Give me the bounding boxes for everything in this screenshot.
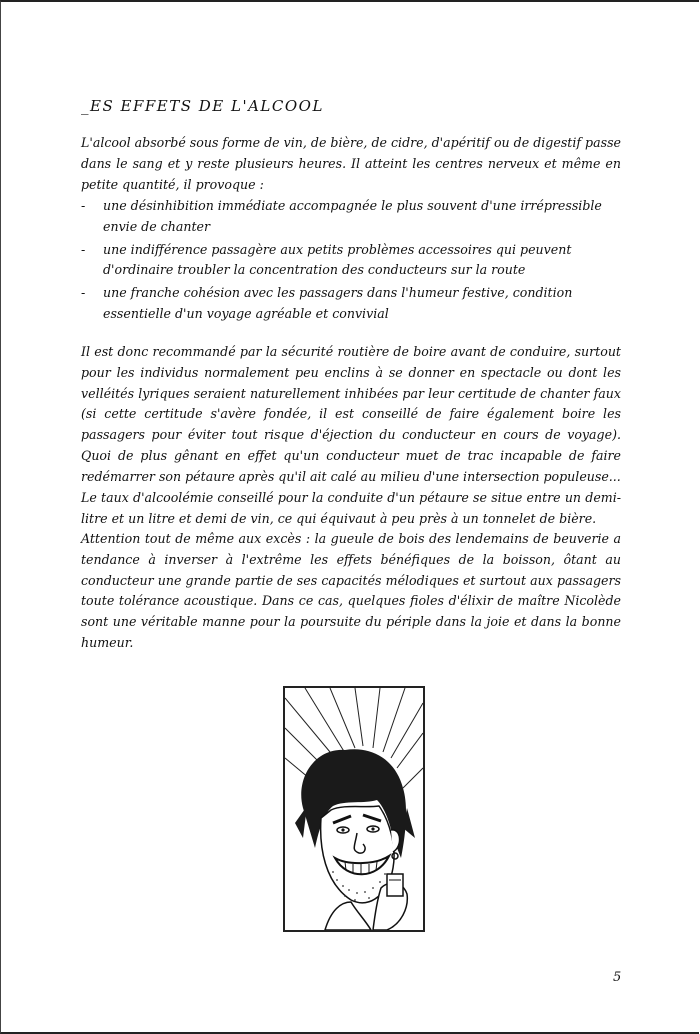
effect-text: une franche cohésion avec les passagers dans l'humeur festive, condition essentielle d'un voyage agréable et convivial (103, 285, 573, 321)
list-item (81, 196, 621, 238)
bullet-dash: - (81, 198, 86, 213)
intro-paragraph: L'alcool absorbé sous forme de vin, de bière, de cidre, d'apéritif ou de digestif passe dans le sang et y reste plusieurs heures. Il atteint les centres nerveux et même en petite quantité, il provoque : (81, 135, 621, 192)
list-item (81, 283, 621, 325)
effects-list (81, 196, 621, 327)
page-number: 5 (613, 970, 622, 985)
bullet-dash: - (81, 285, 86, 301)
alcohol-level-paragraph: Le taux d'alcoolémie conseillé pour la conduite d'un pétaure se situe entre un demi-litre et un litre et demi de vin, ce qui équivaut à peu près à un tonnelet de bière. (81, 490, 621, 526)
grinning-man-drawing (285, 688, 423, 930)
warning-paragraph: Attention tout de même aux excès : la gueule de bois des lendemains de beuverie a tendance à inverser à l'extrême les effets bénéfiques de la boisson, ôtant au conducteur une grande partie de ses capacités mélodiques et surtout aux passagers toute tolérance acoustique. Dans ce cas, quelques fioles d'élixir de maître Nicolède sont une véritable manne pour la poursuite du périple dans la joie et dans la bonne humeur. (81, 531, 621, 650)
section-title: _ES EFFETS DE L'ALCOOL (81, 97, 324, 115)
effect-text: une désinhibition immédiate accompagnée le plus souvent d'une irrépressible envie de chanter (103, 198, 602, 234)
list-item (81, 240, 621, 282)
recommendation-paragraph: Il est donc recommandé par la sécurité routière de boire avant de conduire, surtout pour les individus normalement peu enclins à se donner en spectacle ou dont les velléités lyriques seraient naturellement inhibées par leur certitude de chanter faux (si cette certitude s'avère fondée, il est conseillé de faire également boire les passagers pour éviter tout risque d'éjection du conducteur en cours de voyage). Quoi de plus gênant en effet qu'un conducteur muet de trac incapable de faire redémarrer son pétaure après qu'il ait calé au milieu d'une intersection populeuse... (81, 344, 621, 484)
effect-text: une indifférence passagère aux petits problèmes accessoires qui peuvent d'ordinaire troubler la concentration des conducteurs sur la route (103, 241, 572, 278)
comic-illustration (283, 686, 425, 932)
bullet-dash: - (81, 241, 86, 257)
